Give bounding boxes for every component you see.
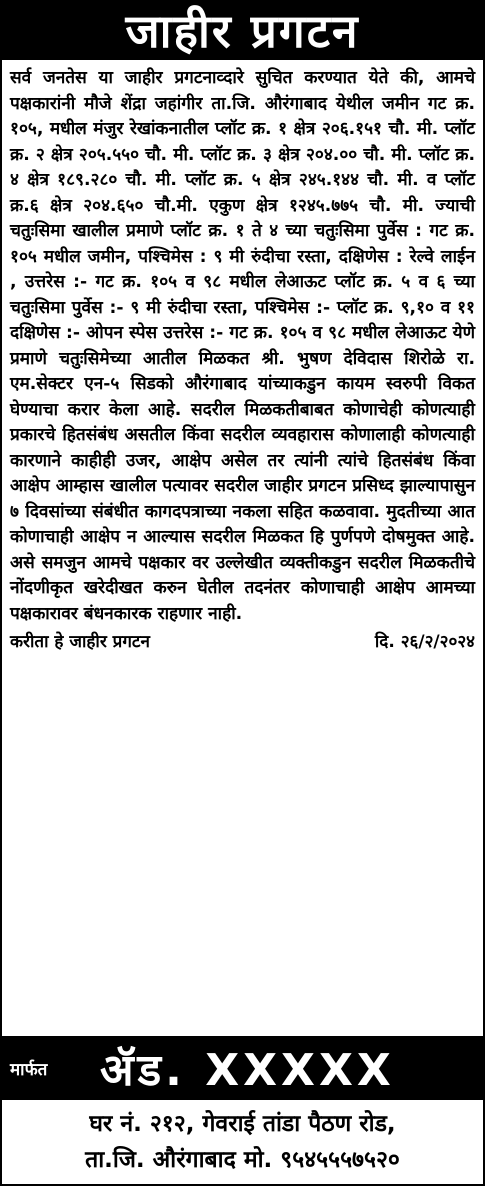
advocate-via-label: मार्फत <box>10 1059 48 1080</box>
advocate-bar <box>2 1036 483 1100</box>
address-line-1: घर नं. २१२, गेवराई तांडा पैठण रोड, <box>89 1111 396 1137</box>
notice-date: दि. २६/२/२०२४ <box>374 632 475 652</box>
boundary-heading: चतुःसिमा <box>314 221 370 241</box>
notice-text <box>10 66 475 627</box>
notice-footer <box>2 629 483 655</box>
address-line-2: ता.जि. औरंगाबाद मो. ९५४५५५७५२० <box>85 1147 400 1173</box>
advocate-address <box>2 1106 483 1178</box>
notice-paragraph-2: पुर्वेस : गट क्र. १०५ मधील जमीन, पश्चिमेस : ९ मी रुंदीचा रस्ता, दक्षिणेस : रेल्वे लाईन , उत्तरेस :- गट क्र. १०५ व ९८ मधील लेआऊट प्लॉट क्र. ५ व ६ च्या चतुःसिमा पुर्वेस :- ९ मी रुंदीचा रस्ता, पश्चिमेस :- प्लॉट क्र. ९,१० व ११ दक्षिणेस :- ओपन स्पेस उत्तरेस :- गट क्र. १०५ व ९८ मधील लेआऊट येणे प्रमाणे चतुःसिमेच्या आतील मिळकत श्री. भुषण देविदास शिरोळे रा. एम.सेक्टर एन-५ सिडको औरंगाबाद यांच्याकडुन कायम स्वरुपी विकत घेण्याचा करार केला आहे. सदरील मिळकतीबाबत कोणाचेही कोणत्याही प्रकारचे हितसंबंध असतील किंवा सदरील व्यवहारास कोणालाही कोणत्याही कारणाने काहीही उजर, आक्षेप असेल तर त्यांनी त्यांचे हितसंबंध किंवा आक्षेप आम्हास खालील पत्यावर सदरील जाहीर प्रगटन प्रसिध्द झाल्यापासुन ७ दिवसांच्या संबंधीत कागदपत्राच्या नकला सहित कळवावा. मुदतीच्या आत कोणाचाही आक्षेप न आल्यास सदरील मिळकत हि पुर्णपणे दोषमुक्त आहे. असे समजुन आमचे पक्षकार वर उल्लेखीत व्यक्तीकडुन सदरील मिळकतीचे नोंदणीकृत खरेदीखत करुन घेतील तदनंतर कोणाचाही आक्षेप आमच्या पक्षकारावर बंधनकारक राहणार नाही. <box>10 221 476 624</box>
notice-title: जाहीर प्रगटन <box>125 4 360 58</box>
notice-title-bar <box>2 2 483 60</box>
notice-body <box>2 60 483 627</box>
notice-purpose: करीता हे जाहीर प्रगटन <box>10 632 150 652</box>
advocate-name: ॲड. XXXXX <box>100 1045 395 1096</box>
notice-paragraph-1: सर्व जनतेस या जाहीर प्रगटनाव्दारे सुचित करण्यात येते की, आमचे पक्षकारांनी मौजे शेंद्रा जहांगीर ता.जि. औरंगाबाद येथील जमीन गट क्र. १०५, मधील मंजुर रेखांकनातील प्लॉट क्र. १ क्षेत्र २०६.१५१ चौ. मी. प्लॉट क्र. २ क्षेत्र २०५.५५० चौ. मी. प्लॉट क्र. ३ क्षेत्र २०४.०० चौ. मी. प्लॉट क्र. ४ क्षेत्र १८९.२८० चौ. मी. प्लॉट क्र. ५ क्षेत्र २४५.१४४ चौ. मी. व प्लॉट क्र.६ क्षेत्र २०४.६५० चौ.मी. एकुण क्षेत्र १२४५.७७५ चौ. मी. ज्याची चतुःसिमा खालील प्रमाणे प्लॉट क्र. १ ते ४ च्या <box>10 68 475 241</box>
